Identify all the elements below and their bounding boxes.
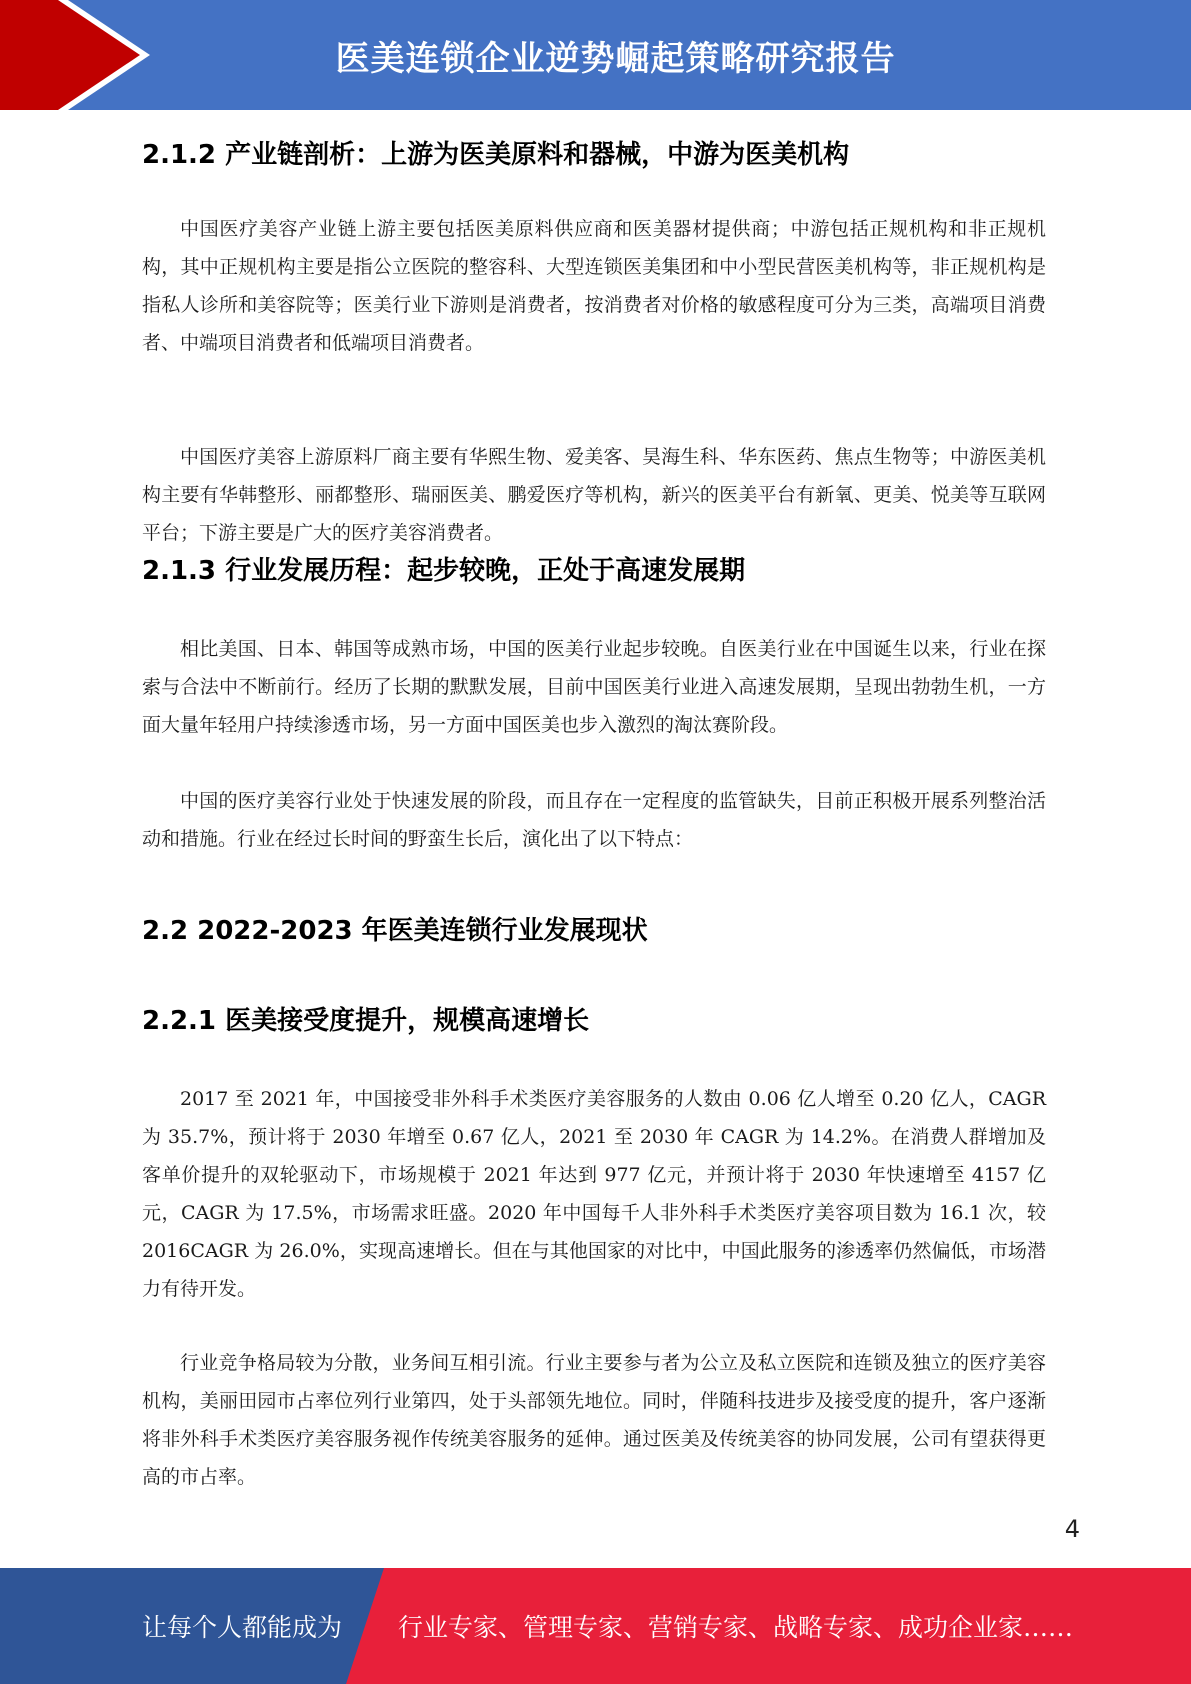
report-title: 医美连锁企业逆势崛起策略研究报告 bbox=[335, 38, 896, 79]
section-heading-2-2: 2.2 2022-2023 年医美连锁行业发展现状 bbox=[142, 916, 648, 946]
paragraph-6: 行业竞争格局较为分散，业务间互相引流。行业主要参与者为公立及私立医院和连锁及独立的医疗美容机构，美丽田园市占率位列行业第四，处于头部领先地位。同时，伴随科技进步及接受度的提升，客户逐渐将非外科手术类医疗美容服务视作传统美容服务的延伸。通过医美及传统美容的协同发展，公司有望获得更高的市占率。 bbox=[142, 1352, 1046, 1488]
page-header bbox=[0, 0, 1191, 110]
paragraph-2: 中国医疗美容上游原料厂商主要有华熙生物、爱美客、昊海生科、华东医药、焦点生物等；中游医美机构主要有华韩整形、丽都整形、瑞丽医美、鹏爱医疗等机构，新兴的医美平台有新氧、更美、悦美等互联网平台；下游主要是广大的医疗美容消费者。 bbox=[142, 446, 1046, 544]
page-footer bbox=[0, 1568, 1191, 1684]
page-number: 4 bbox=[1064, 1515, 1080, 1543]
section-heading-2-2-1: 2.2.1 医美接受度提升，规模高速增长 bbox=[142, 1006, 590, 1036]
paragraph-3: 相比美国、日本、韩国等成熟市场，中国的医美行业起步较晚。自医美行业在中国诞生以来，行业在探索与合法中不断前行。经历了长期的默默发展，目前中国医美行业进入高速发展期，呈现出勃勃生机，一方面大量年轻用户持续渗透市场，另一方面中国医美也步入激烈的淘汰赛阶段。 bbox=[142, 638, 1046, 736]
footer-slogan-right: 行业专家、管理专家、营销专家、战略专家、成功企业家…… bbox=[398, 1613, 1074, 1642]
paragraph-1: 中国医疗美容产业链上游主要包括医美原料供应商和医美器材提供商；中游包括正规机构和非正规机构，其中正规机构主要是指公立医院的整容科、大型连锁医美集团和中小型民营医美机构等，非正规机构是指私人诊所和美容院等；医美行业下游则是消费者，按消费者对价格的敏感程度可分为三类，高端项目消费者、中端项目消费者和低端项目消费者。 bbox=[142, 218, 1046, 354]
footer-slogan-left: 让每个人都能成为 bbox=[142, 1613, 343, 1642]
section-heading-2-1-2: 2.1.2 产业链剖析：上游为医美原料和器械，中游为医美机构 bbox=[142, 140, 850, 170]
paragraph-5: 2017 至 2021 年，中国接受非外科手术类医疗美容服务的人数由 0.06 亿人增至 0.20 亿人，CAGR 为 35.7%，预计将于 2030 年增至 0.67 亿人，2021 至 2030 年 CAGR 为 14.2%。在消费人群增加及客单价提升的双轮驱动下，市场规模于 2021 年达到 977 亿元，并预计将于 2030 年快速增至 4157 亿元，CAGR 为 17.5%，市场需求旺盛。2020 年中国每千人非外科手术类医疗美容项目数为 16.1 次，较 2016CAGR 为 26.0%，实现高速增长。但在与其他国家的对比中，中国此服务的渗透率仍然偏低，市场潜力有待开发。 bbox=[142, 1088, 1046, 1300]
paragraph-4: 中国的医疗美容行业处于快速发展的阶段，而且存在一定程度的监管缺失，目前正积极开展系列整治活动和措施。行业在经过长时间的野蛮生长后，演化出了以下特点： bbox=[142, 790, 1046, 850]
section-heading-2-1-3: 2.1.3 行业发展历程：起步较晚，正处于高速发展期 bbox=[142, 556, 746, 586]
